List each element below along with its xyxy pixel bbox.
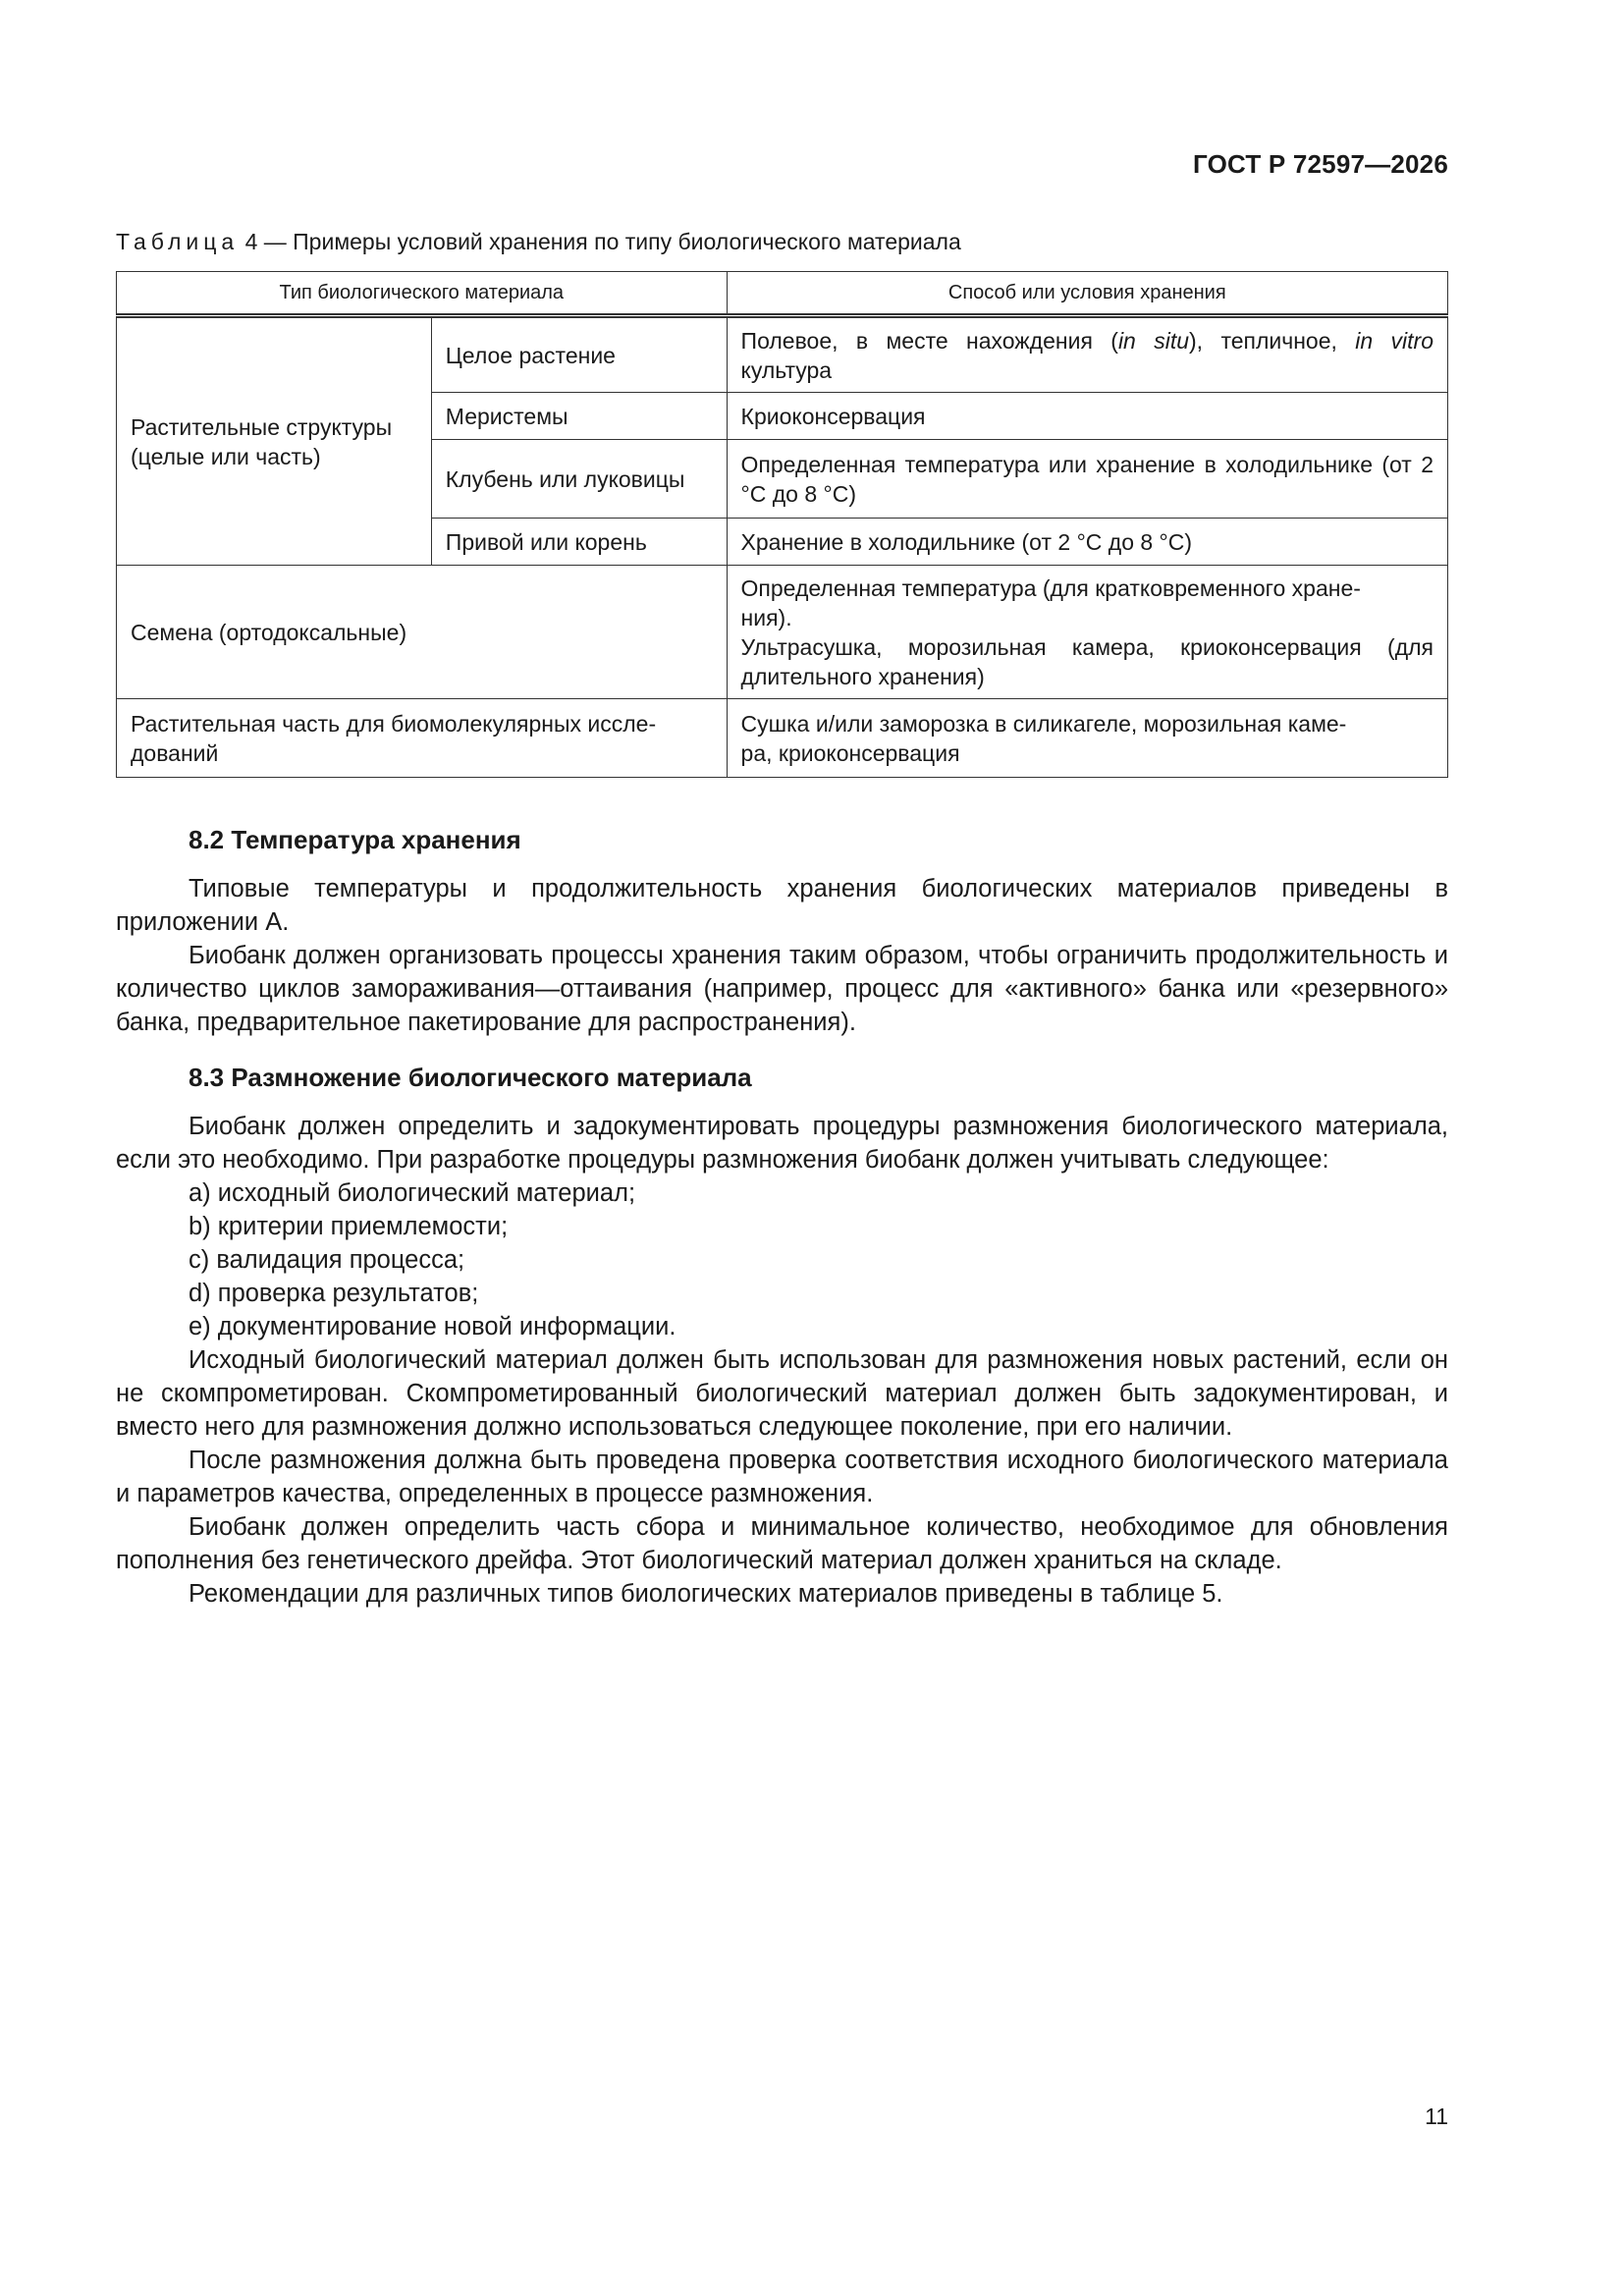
type-cell: Клубень или луковицы: [431, 440, 727, 519]
table-header-row: [117, 272, 1448, 316]
table-caption-word: Таблица: [116, 229, 240, 254]
paragraph: Рекомендации для различных типов биологических материалов приведены в таблице 5.: [189, 1580, 1223, 1608]
storage-cell: [727, 316, 1447, 393]
storage-text-italic: in situ: [1117, 327, 1190, 354]
storage-line: Сушка и/или заморозка в силикагеле, морозильная каме-: [740, 710, 1347, 737]
storage-line: Определенная температура (для кратковременного хране-: [740, 574, 1361, 601]
document-code: ГОСТ Р 72597—2026: [1193, 149, 1448, 179]
type-cell: [117, 699, 728, 778]
paragraph: После размножения должна быть проведена проверка соответствия исходного биологического материала и параметров качества, определенных в процессе размножения.: [116, 1447, 1448, 1507]
table-row: [117, 699, 1448, 778]
body-text: [116, 823, 1448, 1611]
storage-cell: [727, 699, 1447, 778]
group-cell-plant-structures: Растительные структуры (целые или часть): [117, 316, 432, 566]
type-cell: Целое растение: [431, 316, 727, 393]
table-caption: [116, 229, 961, 255]
type-cell: Семена (ортодоксальные): [117, 566, 728, 699]
section-heading: 8.2 Температура хранения: [189, 825, 521, 854]
header-material-type: Тип биологического материала: [117, 272, 728, 316]
list-item: e) документирование новой информации.: [189, 1313, 676, 1340]
storage-text: культура: [740, 356, 833, 383]
table-caption-text: 4 — Примеры условий хранения по типу биологического материала: [244, 229, 961, 254]
list-item: d) проверка результатов;: [189, 1280, 479, 1307]
list-item: b) критерии приемлемости;: [189, 1213, 509, 1240]
storage-cell: Хранение в холодильнике (от 2 °С до 8 °С): [727, 519, 1447, 566]
storage-line: ния).: [740, 604, 792, 630]
type-line: Растительная часть для биомолекулярных иссле-: [131, 710, 657, 737]
type-cell: Привой или корень: [431, 519, 727, 566]
storage-text: ), тепличное,: [1189, 327, 1356, 354]
page-number: 11: [1425, 2104, 1448, 2129]
type-line: дований: [131, 739, 219, 766]
storage-line: ра, криоконсервация: [740, 739, 960, 766]
paragraph: Исходный биологический материал должен быть использован для размножения новых растений, если он не скомпрометирован. Скомпрометированный биологический материал должен быть задокументирован, и вместо него для размножения должно использоваться следующее поколение, при его наличии.: [116, 1346, 1448, 1441]
requirements-list: [116, 1176, 1448, 1343]
storage-text: Полевое, в месте нахождения (: [740, 327, 1118, 354]
paragraph: Типовые температуры и продолжительность хранения биологических материалов приведены в приложении А.: [116, 875, 1448, 936]
table-row: [117, 316, 1448, 393]
section-heading: 8.3 Размножение биологического материала: [189, 1063, 752, 1092]
list-item: a) исходный биологический материал;: [189, 1179, 636, 1207]
list-item: c) валидация процесса;: [189, 1246, 465, 1274]
storage-cell: [727, 566, 1447, 699]
storage-line: Ультрасушка, морозильная камера, криоконсервация (для длительного хранения): [740, 633, 1434, 689]
paragraph: Биобанк должен определить часть сбора и минимальное количество, необходимое для обновления пополнения без генетического дрейфа. Этот биологический материал должен храниться на складе.: [116, 1513, 1448, 1574]
header-storage-method: Способ или условия хранения: [727, 272, 1447, 316]
paragraph: Биобанк должен определить и задокументировать процедуры размножения биологического материала, если это необходимо. При разработке процедуры размножения биобанк должен учитывать следующее:: [116, 1113, 1448, 1174]
paragraph: Биобанк должен организовать процессы хранения таким образом, чтобы ограничить продолжительность и количество циклов замораживания—оттаивания (например, процесс для «активного» банка или «резервного» банка, предварительное пакетирование для распространения).: [116, 942, 1448, 1036]
storage-cell: Определенная температура или хранение в холодильнике (от 2 °С до 8 °С): [727, 440, 1447, 519]
type-cell: Меристемы: [431, 393, 727, 440]
storage-conditions-table: [116, 271, 1448, 778]
storage-text-italic: in vitro: [1355, 327, 1434, 354]
storage-cell: Криоконсервация: [727, 393, 1447, 440]
table-row: [117, 566, 1448, 699]
